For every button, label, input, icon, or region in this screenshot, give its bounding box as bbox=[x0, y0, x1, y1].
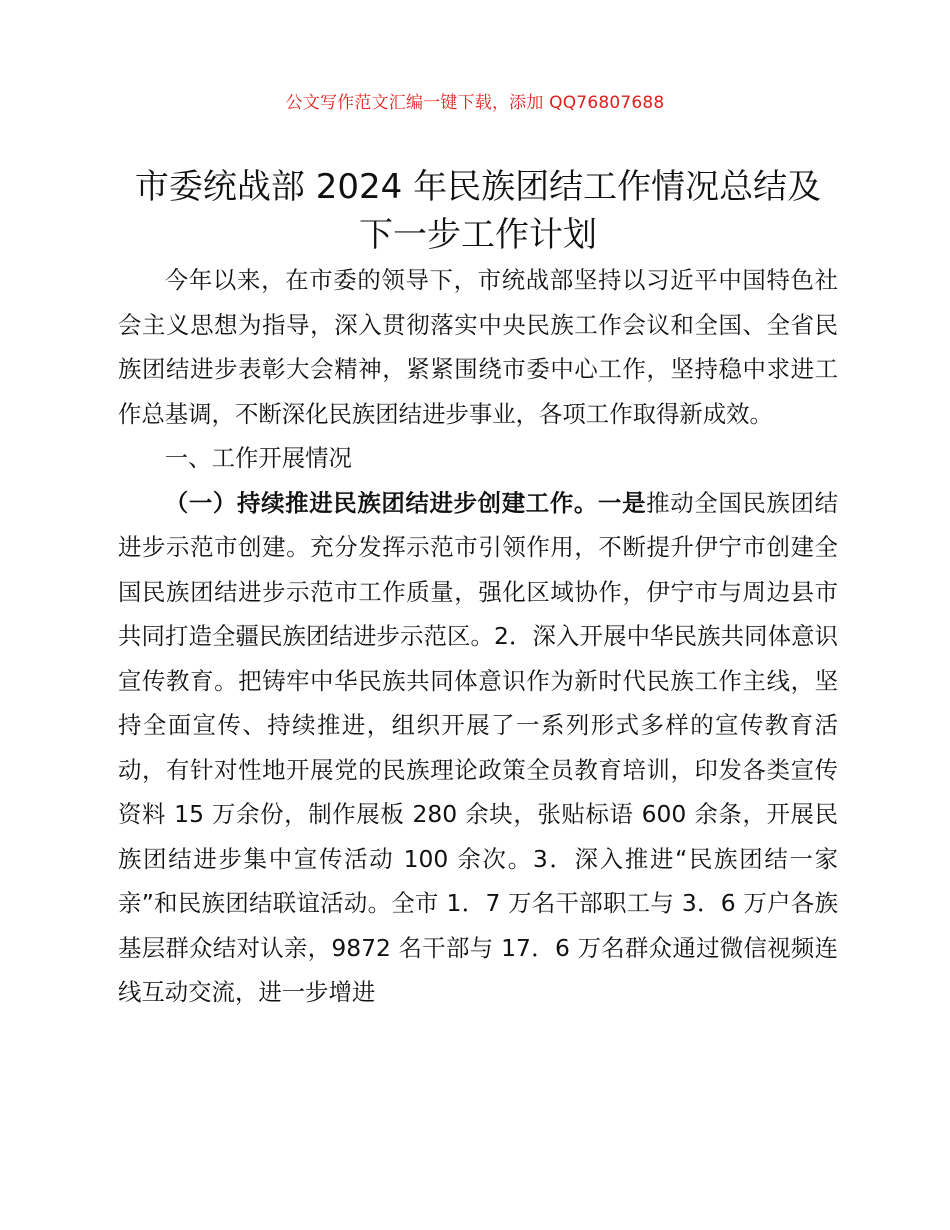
subsection-body: 推动全国民族团结进步示范市创建。充分发挥示范市引领作用，不断提升伊宁市创建全国民族团结进步示范市工作质量，强化区域协作，伊宁市与周边县市共同打造全疆民族团结进步示范区。2．深入开展中华民族共同体意识宣传教育。把铸牢中华民族共同体意识作为新时代民族工作主线，坚持全面宣传、持续推进，组织开展了一系列形式多样的宣传教育活动，有针对性地开展党的民族理论政策全员教育培训，印发各类宣传资料 15 万余份，制作展板 280 余块，张贴标语 600 余条，开展民族团结进步集中宣传活动 100 余次。3．深入推进“民族团结一家亲”和民族团结联谊活动。全市 1．7 万名干部职工与 3．6 万户各族基层群众结对认亲，9872 名干部与 17．6 万名群众通过微信视频连线互动交流，进一步增进 bbox=[118, 488, 839, 1006]
subsection-heading: （一）持续推进民族团结进步创建工作。 bbox=[164, 488, 599, 517]
subsection-paragraph bbox=[118, 481, 838, 1015]
intro-paragraph: 今年以来，在市委的领导下，市统战部坚持以习近平中国特色社会主义思想为指导，深入贯彻落实中央民族工作会议和全国、全省民族团结进步表彰大会精神，紧紧围绕市委中心工作，坚持稳中求进工作总基调，不断深化民族团结进步事业，各项工作取得新成效。 bbox=[118, 266, 838, 428]
download-watermark: 公文写作范文汇编一键下载，添加 QQ76807688 bbox=[285, 93, 665, 113]
document-body bbox=[118, 258, 838, 1015]
section-heading: 一、工作开展情况 bbox=[164, 444, 352, 472]
document-title: 市委统战部 2024 年民族团结工作情况总结及下一步工作计划 bbox=[134, 167, 822, 255]
subsection-lead: 一是 bbox=[598, 488, 647, 517]
